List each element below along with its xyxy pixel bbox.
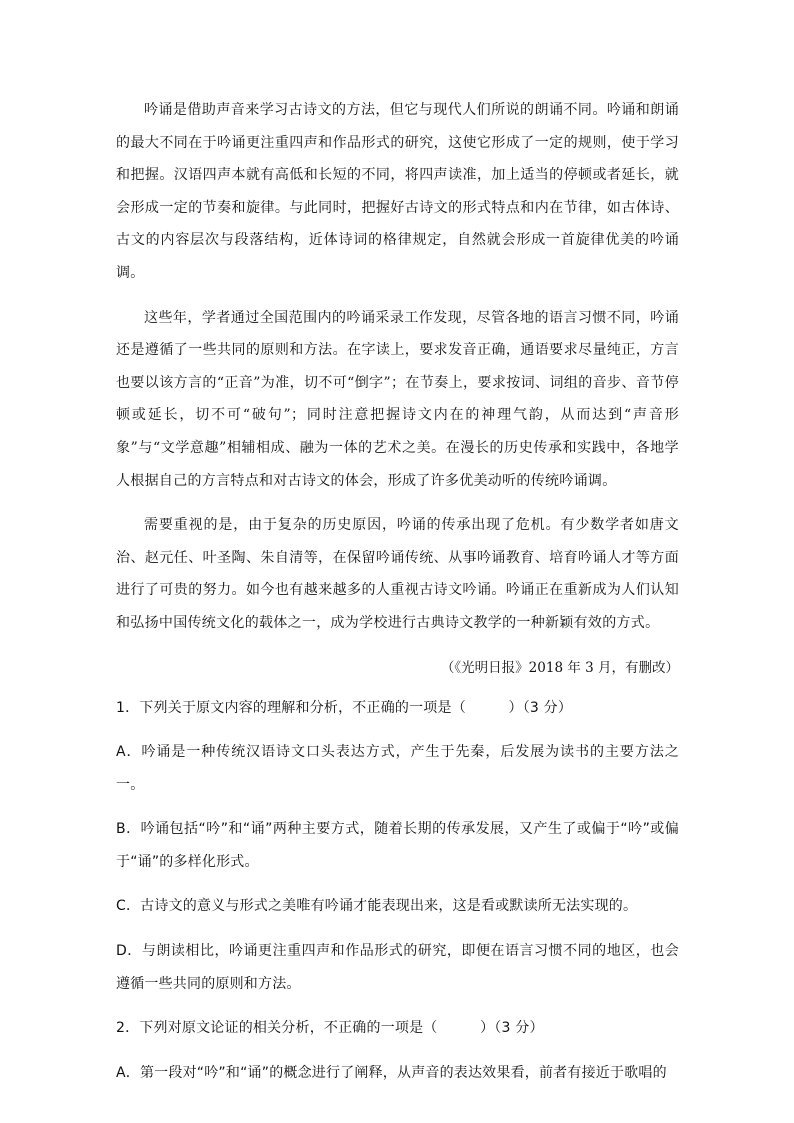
document-body <box>116 94 679 1101</box>
article-paragraph-2: 这些年，学者通过全国范围内的吟诵采录工作发现，尽管各地的语言习惯不同，吟诵还是遵循了一些共同的原则和方法。在字读上，要求发音正确，通语要求尽量纯正，方言也要以该方言的“正音”为准，切不可“倒字”；在节奏上，要求按词、词组的音步、音节停顿或延长，切不可“破句”；同时注意把握诗文内在的神理气韵，从而达到“声音形象”与“文学意趣”相辅相成、融为一体的艺术之美。在漫长的历史传承和实践中，各地学人根据自己的方言特点和对古诗文的体会，形成了许多优美动听的传统吟诵调。 <box>116 309 679 489</box>
article-paragraph-1: 吟诵是借助声音来学习古诗文的方法，但它与现代人们所说的朗诵不同。吟诵和朗诵的最大不同在于吟诵更注重四声和作品形式的研究，这使它形成了一定的规则，使于学习和把握。汉语四声本就有高低和长短的不同，将四声读准，加上适当的停顿或者延长，就会形成一定的节奏和旋律。与此同时，把握好古诗文的形式特点和内在节律，如古体诗、古文的内容层次与段落结构，近体诗词的格律规定，自然就会形成一首旋律优美的吟诵调。 <box>116 102 679 281</box>
question-2-option-a: A．第一段对“吟”和“诵”的概念进行了阐释，从声音的表达效果看，前者有接近于歌唱的 <box>116 1064 667 1081</box>
question-2-stem: 2．下列对原文论证的相关分析，不正确的一项是（ ）（3 分） <box>116 1020 544 1037</box>
question-1-stem: 1．下列关于原文内容的理解和分析，不正确的一项是（ ）（3 分） <box>116 699 573 716</box>
article-source: （《光明日报》2018 年 3 月，有删改） <box>440 659 679 676</box>
question-1-option-c: C．古诗文的意义与形式之美唯有吟诵才能表现出来，这是看或默读所无法实现的。 <box>116 898 638 915</box>
question-1-option-b: B．吟诵包括“吟”和“诵”两种主要方式，随着长期的传承发展，又产生了或偏于“吟”或偏于“诵”的多样化形式。 <box>116 821 679 870</box>
question-1-option-a: A．吟诵是一种传统汉语诗文口头表达方式，产生于先秦，后发展为读书的主要方法之一。 <box>116 744 679 793</box>
article-paragraph-3: 需要重视的是，由于复杂的历史原因，吟诵的传承出现了危机。有少数学者如唐文治、赵元任、叶圣陶、朱自清等，在保留吟诵传统、从事吟诵教育、培育吟诵人才等方面进行了可贵的努力。如今也有越来越多的人重视古诗文吟诵。吟诵正在重新成为人们认知和弘扬中国传统文化的载体之一，成为学校进行古典诗文教学的一种新颖有效的方式。 <box>116 517 679 631</box>
question-1-option-d: D．与朗读相比，吟诵更注重四声和作品形式的研究，即便在语言习惯不同的地区，也会遵循一些共同的原则和方法。 <box>116 943 679 992</box>
